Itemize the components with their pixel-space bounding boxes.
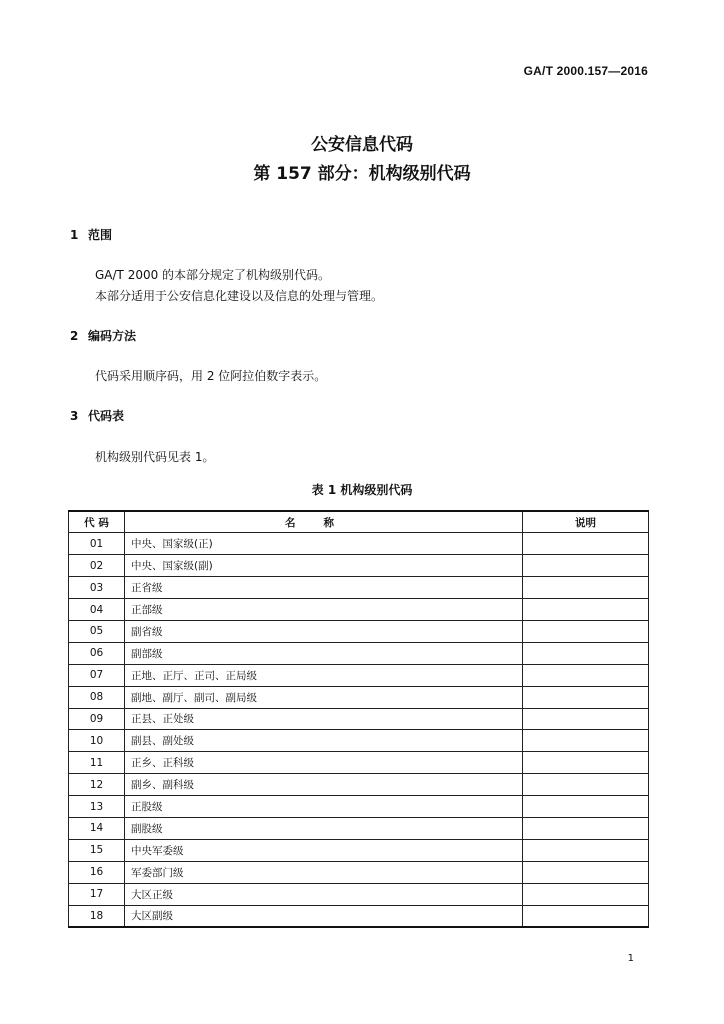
cell-code: 08 xyxy=(69,686,125,708)
cell-name: 副地、副厅、副司、副局级 xyxy=(125,686,523,708)
table-row xyxy=(69,599,649,621)
cell-code: 10 xyxy=(69,730,125,752)
table-row xyxy=(69,533,649,555)
cell-name: 中央、国家级(正) xyxy=(125,533,523,555)
cell-name: 正乡、正科级 xyxy=(125,752,523,774)
cell-note xyxy=(523,533,649,555)
cell-note xyxy=(523,664,649,686)
cell-code: 11 xyxy=(69,752,125,774)
table-row xyxy=(69,555,649,577)
cell-code: 06 xyxy=(69,642,125,664)
cell-name: 副县、副处级 xyxy=(125,730,523,752)
table-row xyxy=(69,730,649,752)
cell-note xyxy=(523,599,649,621)
cell-note xyxy=(523,752,649,774)
cell-code: 01 xyxy=(69,533,125,555)
cell-code: 15 xyxy=(69,839,125,861)
cell-note xyxy=(523,839,649,861)
table-row xyxy=(69,839,649,861)
cell-note xyxy=(523,883,649,905)
section-heading-coding-method xyxy=(70,327,136,344)
cell-note xyxy=(523,774,649,796)
cell-name: 军委部门级 xyxy=(125,861,523,883)
section-heading-scope xyxy=(70,226,112,243)
scope-paragraph-1: GA/T 2000 的本部分规定了机构级别代码。 xyxy=(95,268,331,282)
table-row xyxy=(69,861,649,883)
header-name: 名称 xyxy=(125,511,523,533)
cell-note xyxy=(523,686,649,708)
table-row xyxy=(69,752,649,774)
table-row xyxy=(69,686,649,708)
cell-note xyxy=(523,555,649,577)
cell-code: 05 xyxy=(69,620,125,642)
cell-note xyxy=(523,642,649,664)
section-title: 范围 xyxy=(88,228,113,242)
table-row xyxy=(69,796,649,818)
cell-name: 正地、正厅、正司、正局级 xyxy=(125,664,523,686)
cell-name: 中央、国家级(副) xyxy=(125,555,523,577)
table-row xyxy=(69,620,649,642)
document-title: 公安信息代码 xyxy=(311,135,413,155)
table-body xyxy=(69,533,649,927)
cell-name: 大区正级 xyxy=(125,883,523,905)
cell-name: 正股级 xyxy=(125,796,523,818)
cell-code: 12 xyxy=(69,774,125,796)
cell-name: 大区副级 xyxy=(125,905,523,927)
page-number: 1 xyxy=(627,953,634,964)
table-row xyxy=(69,642,649,664)
document-subtitle: 第 157 部分：机构级别代码 xyxy=(253,164,471,184)
cell-code: 03 xyxy=(69,577,125,599)
cell-note xyxy=(523,620,649,642)
code-table xyxy=(68,510,649,928)
section-number: 2 xyxy=(70,329,79,343)
table-row xyxy=(69,883,649,905)
scope-paragraph-2: 本部分适用于公安信息化建设以及信息的处理与管理。 xyxy=(95,289,384,303)
table-row xyxy=(69,905,649,927)
cell-code: 04 xyxy=(69,599,125,621)
table-caption: 表 1 机构级别代码 xyxy=(311,483,413,497)
standard-number: GA/T 2000.157—2016 xyxy=(523,64,648,78)
table-row xyxy=(69,664,649,686)
section-number: 1 xyxy=(70,228,79,242)
cell-name: 副省级 xyxy=(125,620,523,642)
cell-note xyxy=(523,577,649,599)
cell-note xyxy=(523,730,649,752)
table-row xyxy=(69,817,649,839)
cell-note xyxy=(523,861,649,883)
cell-code: 09 xyxy=(69,708,125,730)
cell-code: 07 xyxy=(69,664,125,686)
cell-name: 正省级 xyxy=(125,577,523,599)
coding-method-paragraph: 代码采用顺序码，用 2 位阿拉伯数字表示。 xyxy=(95,369,327,383)
cell-code: 14 xyxy=(69,817,125,839)
cell-name: 中央军委级 xyxy=(125,839,523,861)
table-row xyxy=(69,577,649,599)
section-title: 代码表 xyxy=(88,409,125,423)
section-title: 编码方法 xyxy=(88,329,137,343)
cell-name: 副股级 xyxy=(125,817,523,839)
cell-code: 16 xyxy=(69,861,125,883)
cell-note xyxy=(523,708,649,730)
cell-note xyxy=(523,796,649,818)
code-table-paragraph: 机构级别代码见表 1。 xyxy=(95,450,215,464)
table-row xyxy=(69,774,649,796)
table-header-row xyxy=(69,511,649,533)
cell-note xyxy=(523,905,649,927)
cell-name: 副乡、副科级 xyxy=(125,774,523,796)
cell-code: 18 xyxy=(69,905,125,927)
cell-code: 13 xyxy=(69,796,125,818)
section-heading-code-table xyxy=(70,407,124,424)
section-number: 3 xyxy=(70,409,79,423)
table-row xyxy=(69,708,649,730)
cell-code: 17 xyxy=(69,883,125,905)
header-code: 代 码 xyxy=(69,511,125,533)
cell-name: 副部级 xyxy=(125,642,523,664)
cell-name: 正县、正处级 xyxy=(125,708,523,730)
cell-code: 02 xyxy=(69,555,125,577)
cell-note xyxy=(523,817,649,839)
cell-name: 正部级 xyxy=(125,599,523,621)
header-note: 说明 xyxy=(523,511,649,533)
